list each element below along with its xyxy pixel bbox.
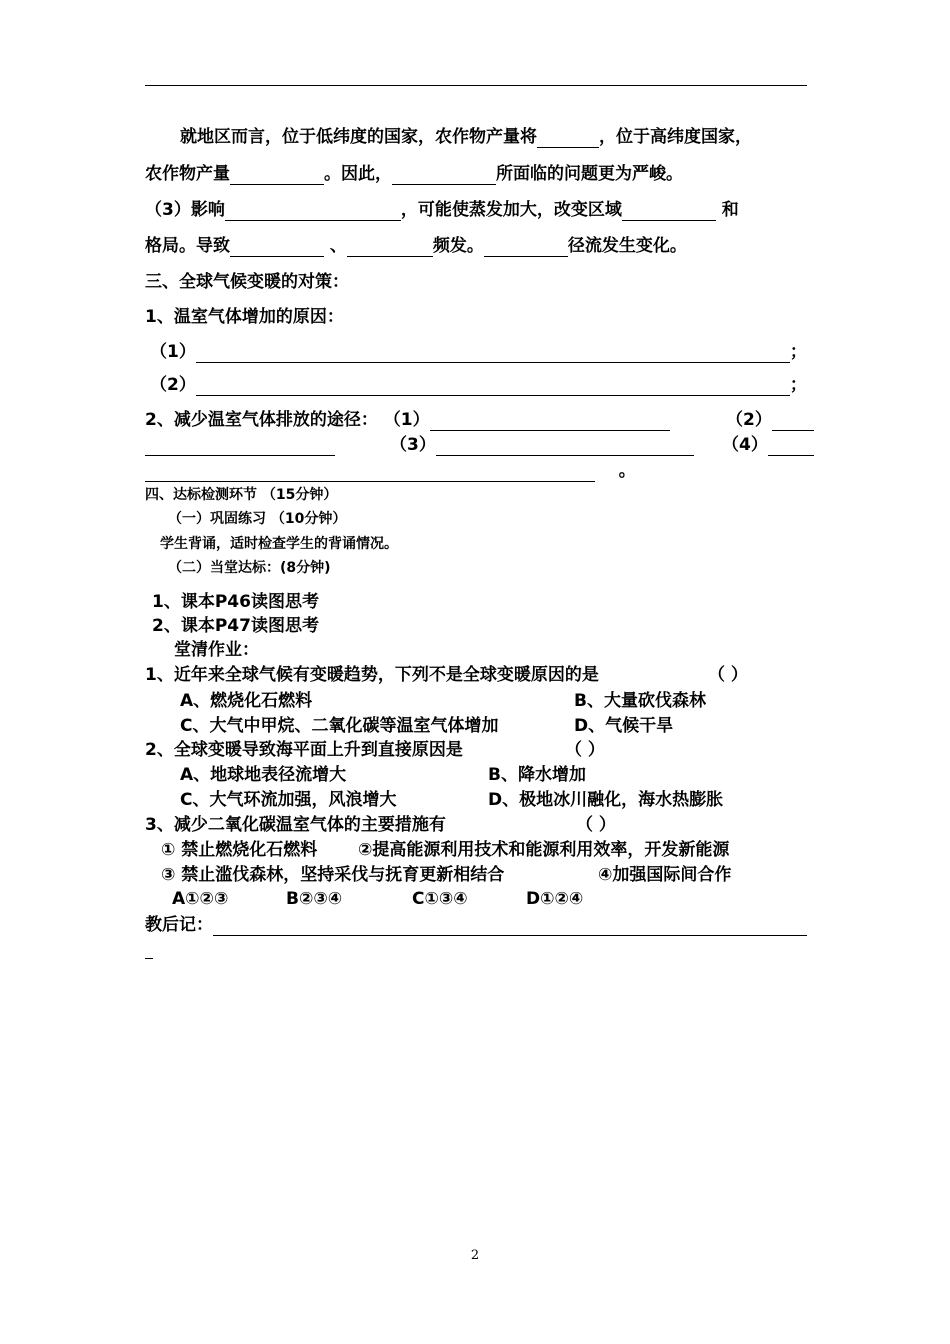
text: （1） xyxy=(150,342,196,362)
text: （1） xyxy=(383,410,430,430)
question-3-stem: 3、减少二氧化碳温室气体的主要措施有 xyxy=(145,815,446,835)
question-1-answer-paren[interactable]: （ ） xyxy=(708,665,748,685)
task-2: 2、课本P47读图思考 xyxy=(152,616,319,636)
question-1-stem: 1、近年来全球气候有变暖趋势，下列不是全球变暖原因的是 xyxy=(145,665,599,685)
approach-3 xyxy=(390,434,694,456)
question-2-approaches xyxy=(145,409,670,431)
stray-underscore xyxy=(145,958,153,959)
approach-row-3 xyxy=(145,460,636,482)
section-three-heading: 三、全球气候变暖的对策： xyxy=(145,272,349,292)
fill-blank[interactable] xyxy=(392,166,496,185)
task-1: 1、课本P46读图思考 xyxy=(152,592,319,612)
question-2-option-d: D、极地冰川融化，海水热膨胀 xyxy=(488,790,724,810)
fill-blank[interactable] xyxy=(145,437,335,456)
fill-blank[interactable] xyxy=(347,238,433,257)
text: 所面临的问题更为严峻。 xyxy=(496,164,683,184)
fill-blank[interactable] xyxy=(196,344,790,363)
item-3-effect xyxy=(145,199,739,221)
question-3-measure-3: ③ 禁止滥伐森林，坚持采伐与抚育更新相结合 xyxy=(161,865,505,885)
text: 频发。 xyxy=(432,236,484,256)
fill-blank[interactable] xyxy=(430,412,670,431)
afterword-blank[interactable] xyxy=(213,917,807,936)
question-2-stem: 2、全球变暖导致海平面上升到直接原因是 xyxy=(145,740,463,760)
text: 就地区而言，位于低纬度的国家，农作物产量将 xyxy=(180,127,537,147)
fill-blank[interactable] xyxy=(622,202,716,221)
subsection-consolidate-text: 学生背诵，适时检查学生的背诵情况。 xyxy=(160,536,398,552)
header-rule xyxy=(145,85,807,86)
text: 。因此， xyxy=(324,164,392,184)
page-number: 2 xyxy=(470,1248,480,1263)
fill-blank[interactable] xyxy=(225,202,401,221)
homework-label: 堂清作业： xyxy=(174,640,259,660)
question-1-option-c: C、大气中甲烷、二氧化碳等温室气体增加 xyxy=(180,716,499,736)
fill-blank[interactable] xyxy=(230,238,324,257)
question-2-answer-paren[interactable]: （ ） xyxy=(565,740,605,760)
text: ，位于高纬度国家， xyxy=(599,127,752,147)
afterword-label: 教后记： xyxy=(145,915,213,935)
question-3-answer-paren[interactable]: （ ） xyxy=(576,815,616,835)
question-3-option-c: C①③④ xyxy=(412,889,468,909)
text: ； xyxy=(789,375,807,395)
reason-2 xyxy=(150,374,807,396)
question-3-option-b: B②③④ xyxy=(286,889,343,909)
question-3-measure-2: ②提高能源利用技术和能源利用效率，开发新能源 xyxy=(358,840,730,860)
text: （3）影响 xyxy=(145,200,225,220)
question-1-option-b: B、大量砍伐森林 xyxy=(574,691,706,711)
paragraph-latitude xyxy=(180,126,752,148)
text: ，可能使蒸发加大，改变区域 xyxy=(400,200,622,220)
approach-4 xyxy=(722,434,814,456)
question-3-measure-4: ④加强国际间合作 xyxy=(598,865,732,885)
approach-2-label xyxy=(726,409,814,431)
text: ； xyxy=(789,342,807,362)
question-1-option-a: A、燃烧化石燃料 xyxy=(180,691,313,711)
fill-blank[interactable] xyxy=(145,463,595,482)
text: （4） xyxy=(722,435,768,455)
fill-blank[interactable] xyxy=(196,377,790,396)
fill-blank[interactable] xyxy=(230,166,324,185)
question-1-option-d: D、气候干旱 xyxy=(574,716,674,736)
text: 格局。导致 xyxy=(145,236,230,256)
fill-blank[interactable] xyxy=(772,412,814,431)
paragraph-crop-output xyxy=(145,163,683,185)
text: 和 xyxy=(721,200,739,220)
question-1-label: 1、温室气体增加的原因： xyxy=(145,307,344,327)
reason-1 xyxy=(150,341,807,363)
fill-blank[interactable] xyxy=(537,129,599,148)
question-2-option-c: C、大气环流加强，风浪增大 xyxy=(180,790,397,810)
question-2-option-a: A、地球地表径流增大 xyxy=(180,765,347,785)
text: 径流发生变化。 xyxy=(567,236,687,256)
afterword-row xyxy=(145,914,807,936)
section-four-heading: 四、达标检测环节 （15分钟） xyxy=(145,487,338,503)
question-3-measure-1: ① 禁止燃烧化石燃料 xyxy=(161,840,318,860)
fill-blank[interactable] xyxy=(484,238,568,257)
text: 农作物产量 xyxy=(145,164,230,184)
text: （2） xyxy=(726,410,772,430)
subsection-in-class: （二）当堂达标：(8分钟) xyxy=(168,560,331,576)
fill-blank[interactable] xyxy=(436,437,694,456)
text: 、 xyxy=(329,236,347,256)
fill-blank[interactable] xyxy=(768,437,814,456)
item-3-pattern xyxy=(145,235,687,257)
text: 。 xyxy=(618,461,636,481)
subsection-consolidate: （一）巩固练习 （10分钟） xyxy=(168,511,347,527)
text: （3） xyxy=(390,435,436,455)
question-3-option-d: D①②④ xyxy=(526,889,584,909)
approach-row-2 xyxy=(145,434,335,456)
question-2-option-b: B、降水增加 xyxy=(488,765,586,785)
question-3-option-a: A①②③ xyxy=(172,889,229,909)
text: （2） xyxy=(150,375,196,395)
text: 2、减少温室气体排放的途径： xyxy=(145,410,378,430)
